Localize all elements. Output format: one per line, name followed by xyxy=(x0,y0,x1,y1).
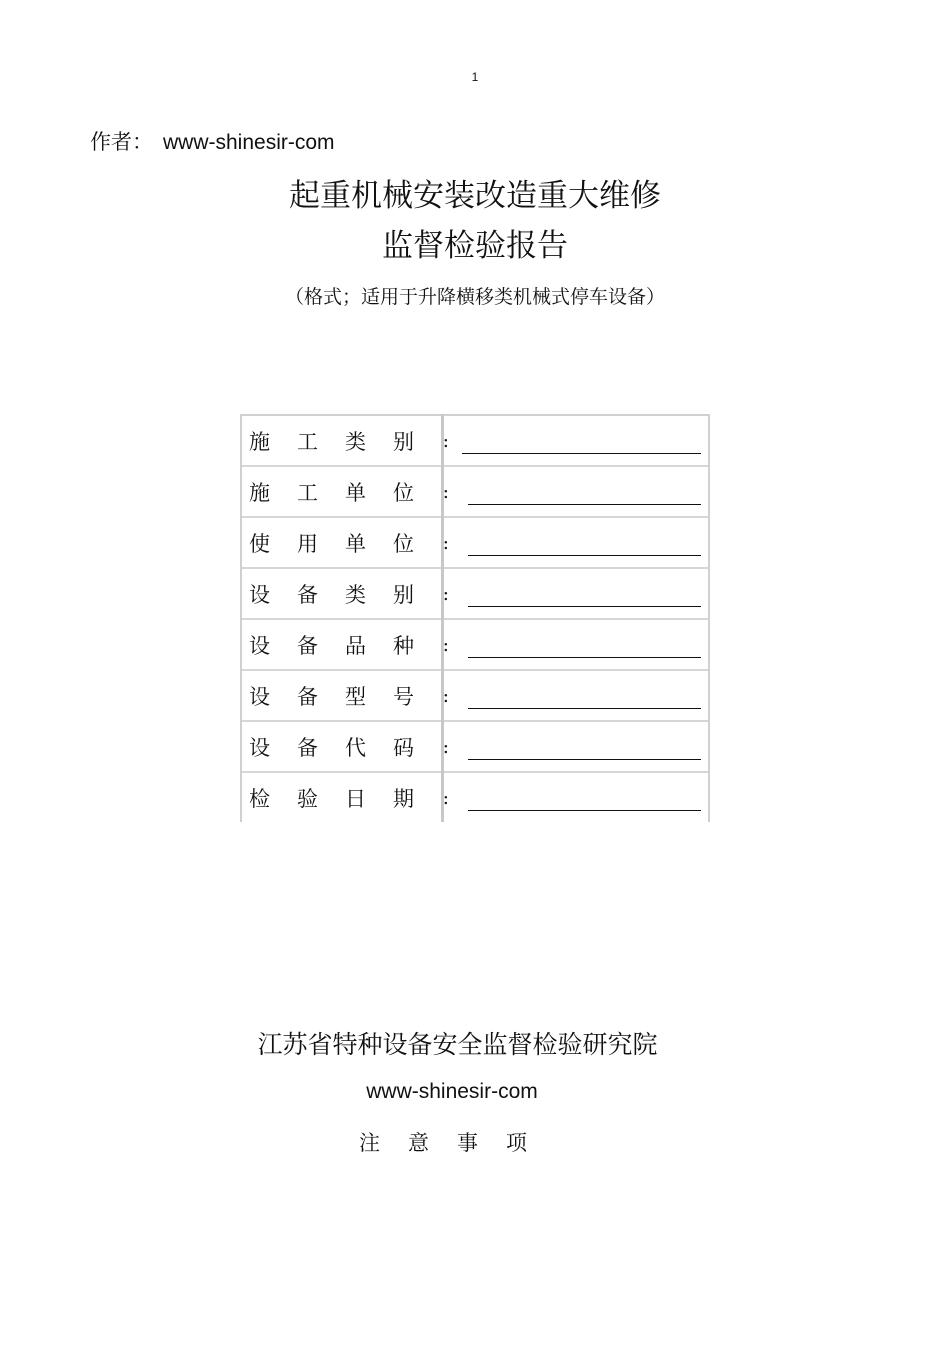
field-label: 施工类别 xyxy=(249,429,441,454)
form-row-equipment-model xyxy=(241,670,709,721)
website-link[interactable]: www-shinesir-com xyxy=(366,1080,538,1103)
fill-in-blank[interactable] xyxy=(468,708,701,709)
fill-in-blank[interactable] xyxy=(462,453,701,454)
field-label-cell xyxy=(241,517,449,568)
field-label: 设备代码 xyxy=(249,735,441,760)
field-label-cell xyxy=(241,721,449,772)
info-form-table xyxy=(240,414,710,822)
field-colon: : xyxy=(442,735,449,758)
fill-in-blank[interactable] xyxy=(468,759,701,760)
field-colon: : xyxy=(442,531,449,554)
field-label: 检验日期 xyxy=(249,786,441,811)
field-label-cell xyxy=(241,466,449,517)
fill-in-blank[interactable] xyxy=(468,606,701,607)
fill-in-blank[interactable] xyxy=(468,504,701,505)
field-label-cell xyxy=(241,619,449,670)
fill-in-blank[interactable] xyxy=(468,810,701,811)
field-colon: : xyxy=(442,684,449,707)
field-value-cell[interactable] xyxy=(443,772,710,822)
form-row-construction-unit xyxy=(241,466,709,517)
fill-in-blank[interactable] xyxy=(468,657,701,658)
field-label: 设备品种 xyxy=(249,633,441,658)
field-colon: : xyxy=(442,480,449,503)
field-colon: : xyxy=(442,786,449,809)
field-colon: : xyxy=(442,429,449,452)
field-label-cell xyxy=(241,772,449,822)
author-value: www-shinesir-com xyxy=(163,131,335,154)
field-label: 施工单位 xyxy=(249,480,441,505)
field-colon: : xyxy=(442,633,449,656)
author-label: 作者： xyxy=(90,130,153,154)
field-label: 设备型号 xyxy=(249,684,441,709)
form-row-user-unit xyxy=(241,517,709,568)
field-label: 设备类别 xyxy=(249,582,441,607)
field-label-cell xyxy=(241,415,449,466)
institute-name: 江苏省特种设备安全监督检验研究院 xyxy=(257,1030,658,1059)
form-row-inspection-date xyxy=(241,772,709,822)
report-title-line-2: 监督检验报告 xyxy=(382,228,568,264)
author-line xyxy=(90,126,335,156)
field-value-cell[interactable] xyxy=(443,415,710,466)
form-row-equipment-variety xyxy=(241,619,709,670)
report-title-line-1: 起重机械安装改造重大维修 xyxy=(289,178,661,214)
field-value-cell[interactable] xyxy=(443,568,710,619)
form-row-equipment-category xyxy=(241,568,709,619)
field-value-cell[interactable] xyxy=(443,670,710,721)
field-colon: : xyxy=(442,582,449,605)
field-value-cell[interactable] xyxy=(443,466,710,517)
form-row-construction-type xyxy=(241,415,709,466)
form-row-equipment-code xyxy=(241,721,709,772)
field-value-cell[interactable] xyxy=(443,619,710,670)
fill-in-blank[interactable] xyxy=(468,555,701,556)
page-number: 1 xyxy=(471,70,479,84)
report-subtitle: （格式；适用于升降横移类机械式停车设备） xyxy=(284,286,665,308)
field-label-cell xyxy=(241,568,449,619)
field-value-cell[interactable] xyxy=(443,721,710,772)
field-value-cell[interactable] xyxy=(443,517,710,568)
field-label: 使用单位 xyxy=(249,531,441,556)
notice-heading: 注意事项 xyxy=(359,1131,555,1155)
field-label-cell xyxy=(241,670,449,721)
